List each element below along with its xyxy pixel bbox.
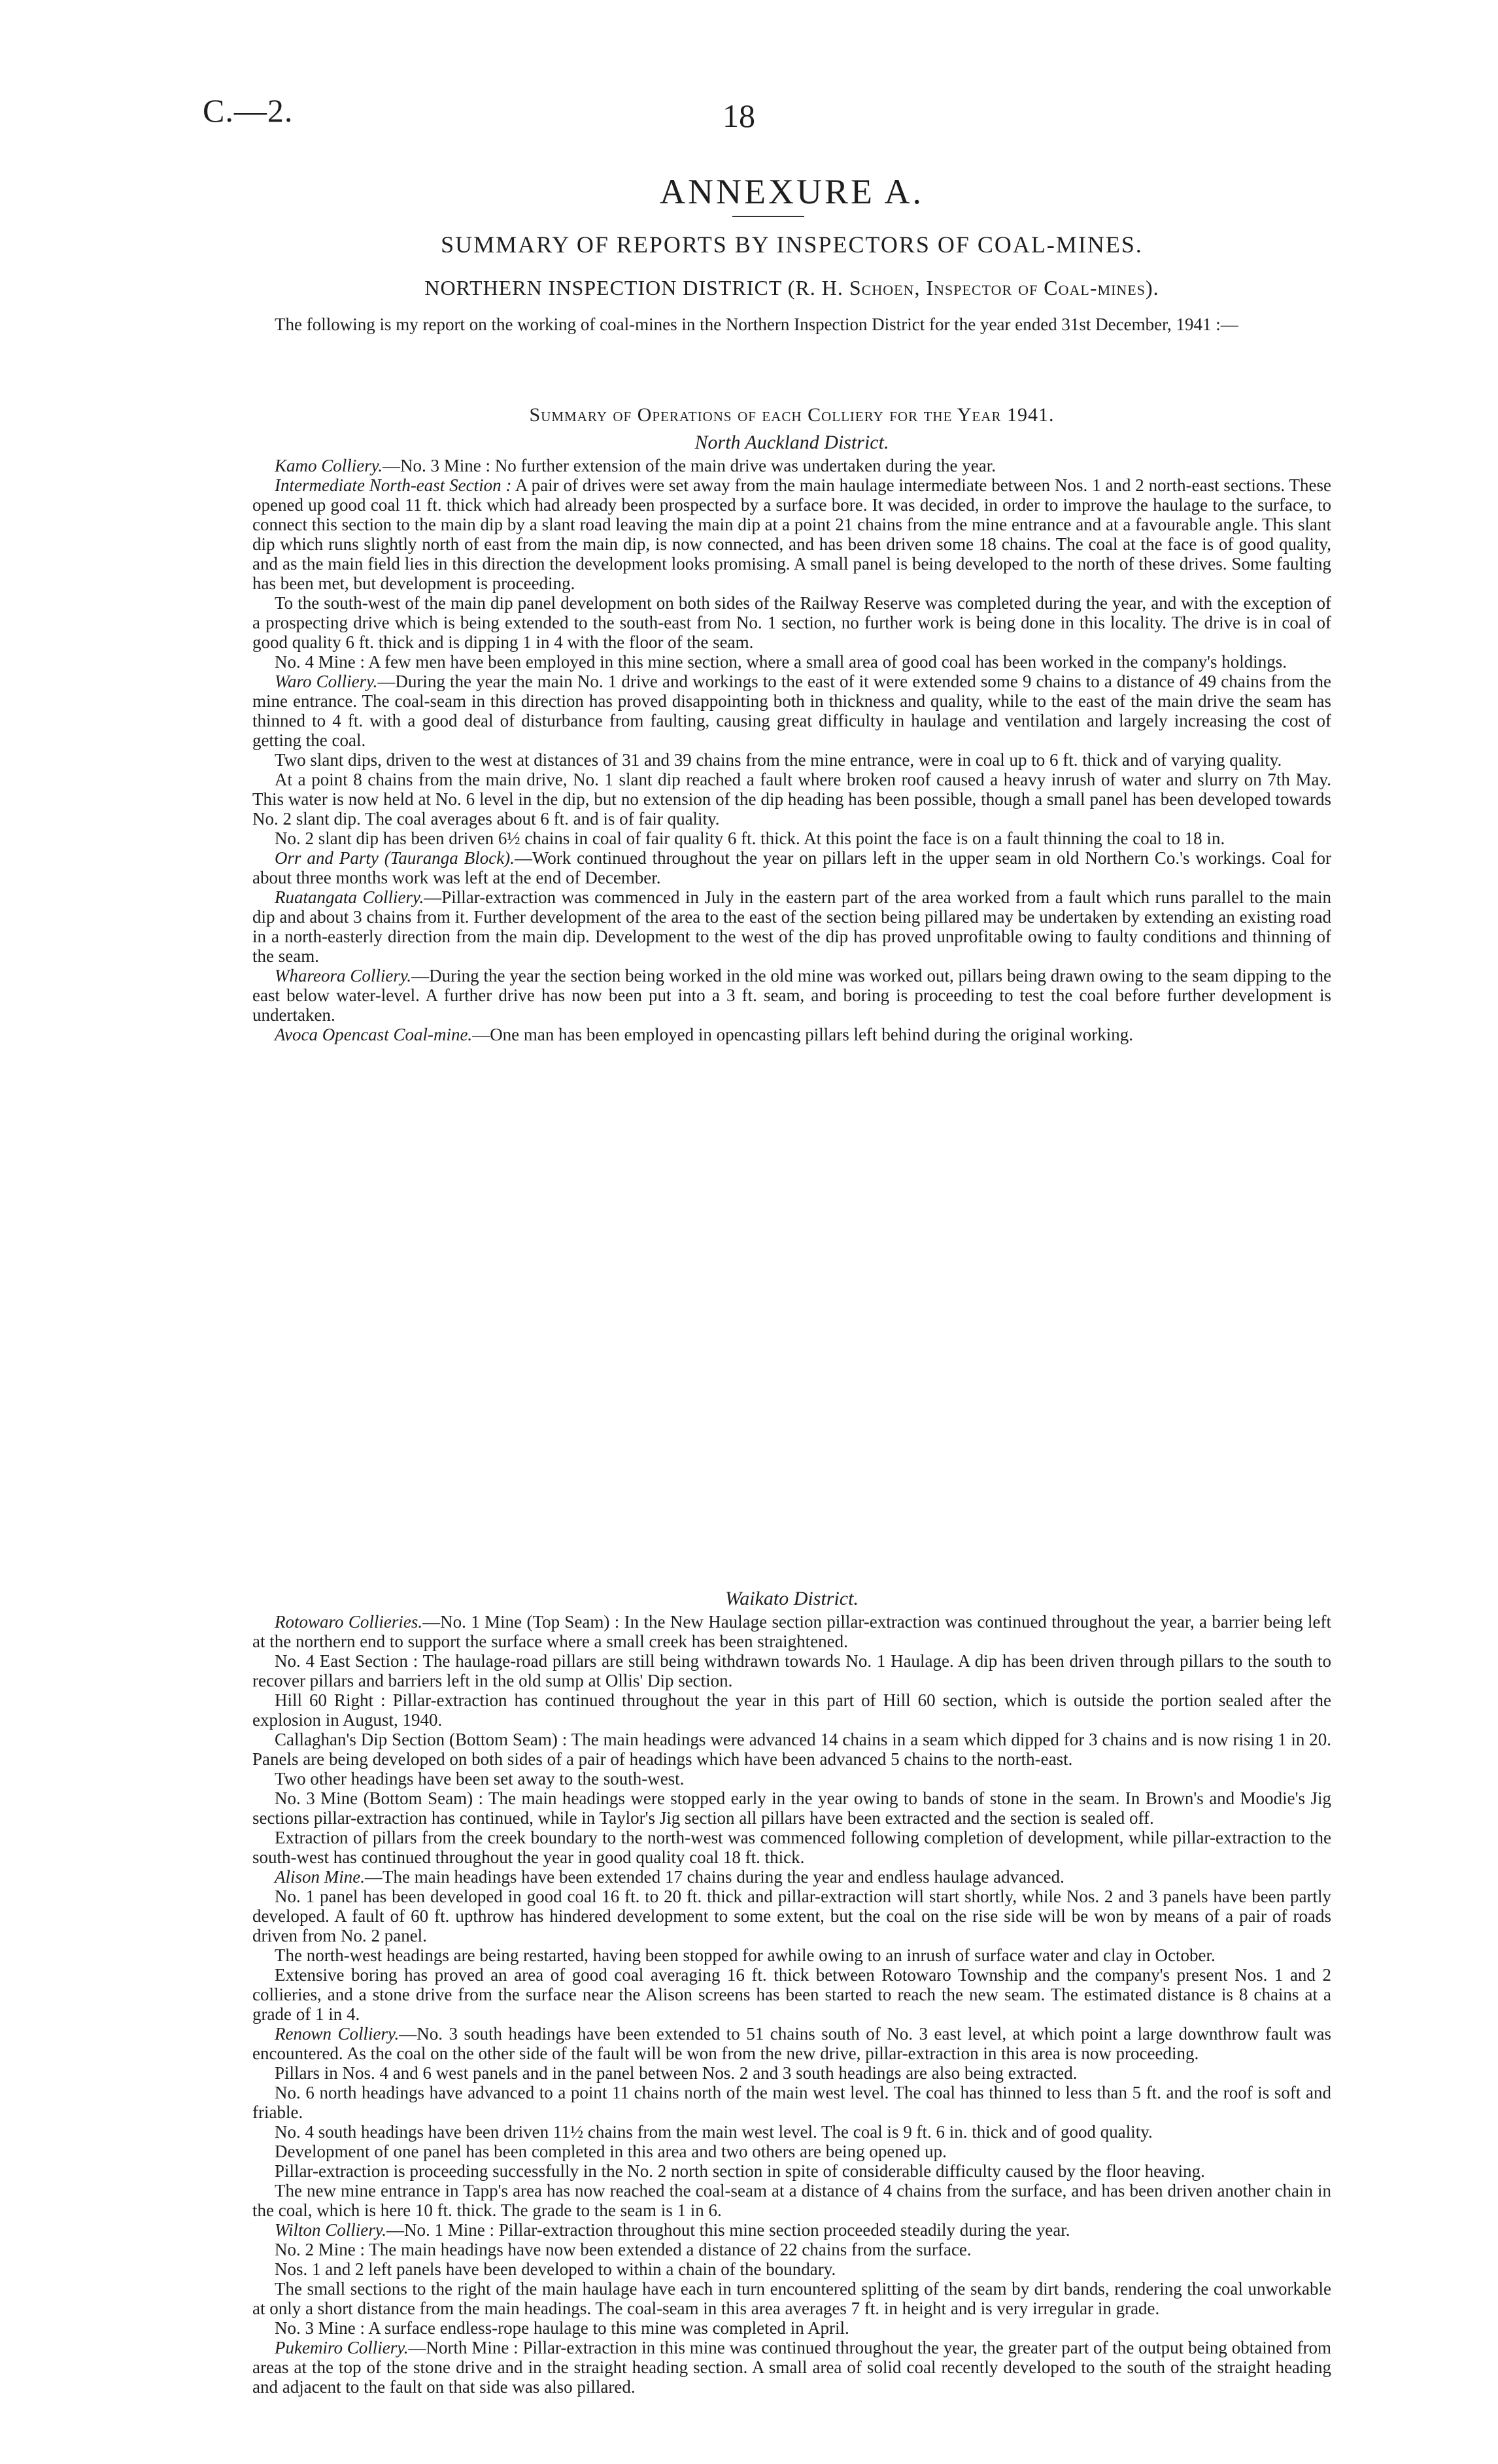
north-auckland-paragraph-lead: Intermediate North-east Section : xyxy=(275,475,512,495)
district-name: NORTHERN INSPECTION DISTRICT xyxy=(424,276,782,299)
north-auckland-paragraph-lead: Ruatangata Colliery. xyxy=(275,887,424,907)
north-auckland-paragraph-text: No. 2 slant dip has been driven 6½ chains in coal of fair quality 6 ft. thick. At this point the face is on a fault thinning the coal to 18 in. xyxy=(275,829,1225,848)
north-auckland-paragraph-text: A pair of drives were set away from the main haulage intermediate between Nos. 1 and 2 north-east sections. These opened up good coal 11 ft. thick which had already been prospected by a surface bore. It was decided, in order to improve the haulage to the surface, to connect this section to the main dip by a slant road leaving the main dip at a point 21 chains from the mine entrance and at a favourable angle. This slant dip which runs slightly north of east from the main dip, is now connected, and has been driven some 18 chains. The coal at the face is of good quality, and as the main field lies in this direction the development looks promising. A small panel is being developed to the north of these drives. Some faulting has been met, but development is proceeding. xyxy=(252,475,1331,593)
waikato-paragraph-text: No. 4 East Section : The haulage-road pillars are still being withdrawn towards No. 1 Haulage. A dip has been driven through pillars to the south to recover pillars and barriers left in the old sump at Ollis' Dip section. xyxy=(252,1651,1331,1690)
north-auckland-paragraph-text: No. 4 Mine : A few men have been employed in this mine section, where a small area of good coal has been worked in the company's holdings. xyxy=(275,652,1287,672)
waikato-paragraph-text: —No. 3 south headings have been extended to 51 chains south of No. 3 east level, at which point a large downthrow fault was encountered. As the coal on the other side of the fault will be won from the new drive, pillar-extraction in this area is now proceeding. xyxy=(252,2024,1332,2063)
waikato-paragraph xyxy=(252,1769,1331,1788)
waikato-section xyxy=(252,1612,1331,2397)
waikato-paragraph-lead: Renown Colliery. xyxy=(275,2024,400,2044)
waikato-paragraph xyxy=(252,1730,1331,1769)
waikato-paragraph xyxy=(252,2122,1331,2142)
waikato-paragraph xyxy=(252,1867,1331,1887)
waikato-paragraph-lead: Alison Mine. xyxy=(275,1867,365,1887)
report-summary-heading: SUMMARY OF REPORTS BY INSPECTORS OF COAL-MINES. xyxy=(441,231,1143,258)
north-auckland-paragraph-lead: Avoca Opencast Coal-mine. xyxy=(275,1025,473,1044)
intro-block xyxy=(252,315,1331,334)
waikato-heading: Waikato District. xyxy=(725,1588,859,1609)
waikato-paragraph xyxy=(252,2259,1331,2279)
district-heading xyxy=(252,276,1331,300)
waikato-paragraph-text: Pillars in Nos. 4 and 6 west panels and in the panel between Nos. 2 and 3 south headings are also being extracted. xyxy=(275,2063,1078,2083)
waikato-paragraph xyxy=(252,2318,1331,2338)
north-auckland-paragraph xyxy=(252,887,1331,966)
north-auckland-paragraph xyxy=(252,829,1331,848)
waikato-paragraph-text: —North Mine : Pillar-extraction in this mine was continued throughout the year, the greater part of the output being obtained from areas at the top of the stone drive and in the straight heading section. A small area of solid coal recently developed to the south of the straight heading and adjacent to the fault on that side was also pillared. xyxy=(252,2338,1331,2397)
waikato-paragraph xyxy=(252,1965,1331,2024)
north-auckland-paragraph-text: —Work continued throughout the year on pillars left in the upper seam in old Northern Co.'s workings. Coal for about three months work was left at the end of December. xyxy=(252,848,1331,887)
north-auckland-paragraph-lead: Waro Colliery. xyxy=(275,672,378,691)
waikato-paragraph-text: Extraction of pillars from the creek boundary to the north-west was commenced following completion of development, while pillar-extraction to the south-west has continued throughout the year in good quality coal 18 ft. thick. xyxy=(252,1828,1331,1867)
waikato-paragraph-text: No. 2 Mine : The main headings have now been extended a distance of 22 chains from the surface. xyxy=(275,2240,972,2259)
waikato-paragraph-text: No. 4 south headings have been driven 11½ chains from the main west level. The coal is 9 ft. 6 in. thick and of good quality. xyxy=(275,2122,1153,2142)
intro-paragraph: The following is my report on the working of coal-mines in the Northern Inspection District for the year ended 31st December, 1941 :— xyxy=(275,315,1238,334)
waikato-paragraph-text: No. 3 Mine : A surface endless-rope haulage to this mine was completed in April. xyxy=(275,2318,849,2338)
waikato-paragraph-text: Hill 60 Right : Pillar-extraction has continued throughout the year in this part of Hill 60 section, which is outside the portion sealed after the explosion in August, 1940. xyxy=(252,1690,1331,1730)
waikato-paragraph-text: Extensive boring has proved an area of good coal averaging 16 ft. thick between Rotowaro Township and the company's present Nos. 1 and 2 collieries, and a stone drive from the surface near the Alison screens has been started to reach the new seam. The estimated distance is 8 chains at a grade of 1 in 4. xyxy=(252,1965,1331,2024)
north-auckland-paragraph xyxy=(252,966,1331,1025)
waikato-paragraph-lead: Wilton Colliery. xyxy=(275,2220,387,2240)
waikato-paragraph xyxy=(252,2240,1331,2259)
title-rule xyxy=(732,216,804,217)
waikato-paragraph xyxy=(252,1945,1331,1965)
north-auckland-paragraph-text: —During the year the main No. 1 drive and workings to the east of it were extended some 9 chains to a distance of 49 chains from the mine entrance. The coal-seam in this direction has proved disappointing both in thickness and quality, while to the east of the main drive the seam has thinned to 4 ft. with a good deal of disturbance from faulting, causing great difficulty in haulage and ventilation and largely increasing the cost of getting the coal. xyxy=(252,672,1331,750)
north-auckland-paragraph-text: —During the year the section being worked in the old mine was worked out, pillars being drawn owing to the seam dipping to the east below water-level. A further drive has now been put into a 3 ft. seam, and boring is proceeding to test the coal before further development is undertaken. xyxy=(252,966,1331,1025)
waikato-paragraph-text: No. 3 Mine (Bottom Seam) : The main headings were stopped early in the year owing to bands of stone in the seam. In Brown's and Moodie's Jig sections pillar-extraction has continued, while in Taylor's Jig section all pillars have been extracted and the section is sealed off. xyxy=(252,1788,1331,1828)
waikato-paragraph xyxy=(252,2161,1331,2181)
north-auckland-paragraph xyxy=(252,848,1331,887)
north-auckland-paragraph xyxy=(252,456,1331,475)
waikato-paragraph-text: Callaghan's Dip Section (Bottom Seam) : The main headings were advanced 14 chains in a seam which dipped for 3 chains and is now rising 1 in 20. Panels are being developed on both sides of a pair of headings which have been advanced 5 chains to the north-east. xyxy=(252,1730,1331,1769)
north-auckland-paragraph-text: To the south-west of the main dip panel development on both sides of the Railway Reserve was completed during the year, and with the exception of a prospecting drive which is being extended to the south-east from No. 1 section, no further work is being done in this locality. The drive is in coal of good quality 6 ft. thick and is dipping 1 in 4 with the floor of the seam. xyxy=(252,593,1331,652)
waikato-paragraph-text: —The main headings have been extended 17 chains during the year and endless haulage advanced. xyxy=(364,1867,1064,1887)
north-auckland-paragraph xyxy=(252,672,1331,750)
waikato-paragraph xyxy=(252,2279,1331,2318)
waikato-paragraph-lead: Rotowaro Collieries. xyxy=(275,1612,423,1632)
north-auckland-paragraph-lead: Orr and Party (Tauranga Block). xyxy=(275,848,515,868)
waikato-paragraph-text: The new mine entrance in Tapp's area has now reached the coal-seam at a distance of 4 chains from the surface, and has been driven another chain in the coal, which is here 10 ft. thick. The grade to the seam is 1 in 6. xyxy=(252,2181,1331,2220)
waikato-paragraph xyxy=(252,2220,1331,2240)
waikato-paragraph-text: The small sections to the right of the main haulage have each in turn encountered splitting of the seam by dirt bands, rendering the coal unworkable at only a short distance from the main headings. The coal-seam in this area averages 7 ft. in height and is very irregular in grade. xyxy=(252,2279,1331,2318)
north-auckland-paragraph xyxy=(252,1025,1331,1044)
waikato-paragraph xyxy=(252,1788,1331,1828)
annexure-title: ANNEXURE A. xyxy=(660,172,924,211)
north-auckland-paragraph-text: Two slant dips, driven to the west at distances of 31 and 39 chains from the mine entrance, were in coal up to 6 ft. thick and of varying quality. xyxy=(275,750,1282,770)
waikato-paragraph xyxy=(252,2083,1331,2122)
waikato-paragraph xyxy=(252,2142,1331,2161)
operations-heading: Summary of Operations of each Colliery for the Year 1941. xyxy=(529,404,1055,426)
waikato-paragraph xyxy=(252,2024,1331,2063)
waikato-paragraph xyxy=(252,1828,1331,1867)
waikato-paragraph xyxy=(252,1651,1331,1690)
inspector-credit: (R. H. Schoen, Inspector of Coal-mines). xyxy=(787,276,1159,299)
north-auckland-paragraph-text: At a point 8 chains from the main drive, No. 1 slant dip reached a fault where broken roof caused a heavy inrush of water and slurry on 7th May. This water is now held at No. 6 level in the dip, but no extension of the dip heading has been possible, though a small panel has been developed towards No. 2 slant dip. The coal averages about 6 ft. and is of fair quality. xyxy=(252,770,1331,829)
waikato-paragraph-text: No. 1 panel has been developed in good coal 16 ft. to 20 ft. thick and pillar-extraction will start shortly, while Nos. 2 and 3 panels have been partly developed. A fault of 60 ft. upthrow has hindered development to some extent, but the coal on the rise side will be won by means of a pair of roads driven from No. 2 panel. xyxy=(252,1887,1331,1945)
north-auckland-paragraph-lead: Kamo Colliery. xyxy=(275,456,383,475)
north-auckland-paragraph xyxy=(252,475,1331,593)
waikato-paragraph-lead: Pukemiro Colliery. xyxy=(275,2338,409,2357)
north-auckland-paragraph xyxy=(252,652,1331,672)
page-number: 18 xyxy=(723,97,755,134)
waikato-paragraph xyxy=(252,2063,1331,2083)
waikato-paragraph-text: Development of one panel has been completed in this area and two others are being opened up. xyxy=(275,2142,947,2161)
waikato-paragraph xyxy=(252,1612,1331,1651)
waikato-paragraph xyxy=(252,1690,1331,1730)
north-auckland-paragraph-lead: Whareora Colliery. xyxy=(275,966,412,985)
north-auckland-paragraph-text: —One man has been employed in opencasting pillars left behind during the original working. xyxy=(472,1025,1133,1044)
document-reference: C.—2. xyxy=(203,92,294,129)
north-auckland-section xyxy=(252,456,1331,1044)
waikato-paragraph-text: —No. 1 Mine : Pillar-extraction throughout this mine section proceeded steadily during the year. xyxy=(386,2220,1070,2240)
north-auckland-paragraph-text: —No. 3 Mine : No further extension of the main drive was undertaken during the year. xyxy=(383,456,996,475)
north-auckland-paragraph xyxy=(252,770,1331,829)
waikato-paragraph-text: Pillar-extraction is proceeding successfully in the No. 2 north section in spite of considerable difficulty caused by the floor heaving. xyxy=(275,2161,1205,2181)
north-auckland-heading: North Auckland District. xyxy=(694,432,889,453)
waikato-paragraph-text: No. 6 north headings have advanced to a point 11 chains north of the main west level. The coal has thinned to less than 5 ft. and the roof is soft and friable. xyxy=(252,2083,1331,2122)
waikato-paragraph xyxy=(252,2181,1331,2220)
waikato-paragraph-text: Two other headings have been set away to the south-west. xyxy=(275,1769,685,1788)
waikato-paragraph xyxy=(252,2338,1331,2397)
north-auckland-paragraph xyxy=(252,750,1331,770)
waikato-paragraph xyxy=(252,1887,1331,1945)
waikato-paragraph-text: —No. 1 Mine (Top Seam) : In the New Haulage section pillar-extraction was continued throughout the year, a barrier being left at the northern end to support the surface where a small creek has been straightened. xyxy=(252,1612,1331,1651)
north-auckland-paragraph xyxy=(252,593,1331,652)
north-auckland-paragraph-text: —Pillar-extraction was commenced in July in the eastern part of the area worked from a fault which runs parallel to the main dip and about 3 chains from it. Further development of the area to the east of the section being pillared may be undertaken by extending an existing road in a north-easterly direction from the main dip. Development to the west of the dip has proved unprofitable owing to faulty conditions and thinning of the seam. xyxy=(252,887,1331,966)
waikato-paragraph-text: Nos. 1 and 2 left panels have been developed to within a chain of the boundary. xyxy=(275,2259,836,2279)
waikato-paragraph-text: The north-west headings are being restarted, having been stopped for awhile owing to an inrush of surface water and clay in October. xyxy=(275,1945,1216,1965)
